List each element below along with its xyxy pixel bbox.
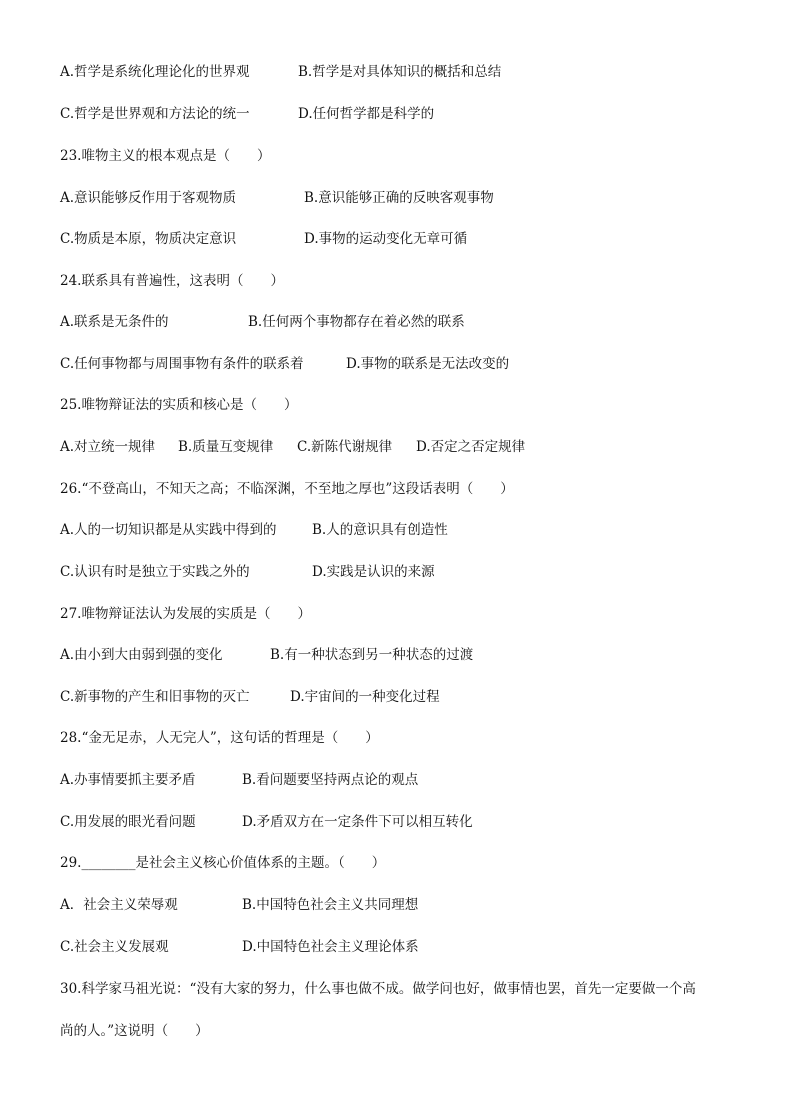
answer-option: C.认识有时是独立于实践之外的 xyxy=(60,564,250,580)
answer-option: C.社会主义发展观 xyxy=(60,939,169,955)
answer-option: D.宇宙间的一种变化过程 xyxy=(290,689,440,705)
answer-option: B.任何两个事物都存在着必然的联系 xyxy=(248,314,465,330)
question-text: 26.“不登高山，不知天之高；不临深渊，不至地之厚也”这段话表明（ ） xyxy=(60,481,514,497)
question-text: 28.“金无足赤，人无完人”，这句话的哲理是（ ） xyxy=(60,730,379,746)
answer-option: A.办事情要抓主要矛盾 xyxy=(60,772,196,788)
question-text: 23.唯物主义的根本观点是（ ） xyxy=(60,148,271,164)
options-row xyxy=(60,770,740,790)
options-row xyxy=(60,104,740,124)
options-row xyxy=(60,562,740,582)
options-row xyxy=(60,520,740,540)
answer-option: A.对立统一规律 xyxy=(60,439,156,455)
answer-option: B.中国特色社会主义共同理想 xyxy=(242,897,419,913)
answer-option: B.有一种状态到另一种状态的过渡 xyxy=(270,647,474,663)
options-row xyxy=(60,687,740,707)
options-row xyxy=(60,229,740,249)
answer-option: D.事物的运动变化无章可循 xyxy=(304,231,468,247)
options-row xyxy=(60,188,740,208)
answer-option: A.哲学是系统化理论化的世界观 xyxy=(60,64,250,80)
answer-option: B.哲学是对具体知识的概括和总结 xyxy=(298,64,502,80)
options-row xyxy=(60,354,740,374)
options-row xyxy=(60,437,740,457)
options-row xyxy=(60,937,740,957)
question-text: 24.联系具有普遍性，这表明（ ） xyxy=(60,273,284,289)
answer-option: C.哲学是世界观和方法论的统一 xyxy=(60,106,250,122)
options-row xyxy=(60,812,740,832)
answer-option: C.用发展的眼光看问题 xyxy=(60,814,196,830)
answer-option: A.意识能够反作用于客观物质 xyxy=(60,190,237,206)
answer-option: D.矛盾双方在一定条件下可以相互转化 xyxy=(242,814,473,830)
question-text: 30.科学家马祖光说：“没有大家的努力，什么事也做不成。做学问也好，做事情也罢，首先一定要做一个高 xyxy=(60,981,696,997)
options-row xyxy=(60,62,740,82)
question-text: 25.唯物辩证法的实质和核心是（ ） xyxy=(60,397,298,413)
answer-option: C.任何事物都与周围事物有条件的联系着 xyxy=(60,356,304,372)
options-row xyxy=(60,895,740,915)
options-row xyxy=(60,312,740,332)
answer-option: B.意识能够正确的反映客观事物 xyxy=(304,190,494,206)
question-text: 尚的人。”这说明（ ） xyxy=(60,1023,209,1039)
answer-option: A.由小到大由弱到强的变化 xyxy=(60,647,223,663)
answer-option: B.质量互变规律 xyxy=(178,439,274,455)
answer-option: A.联系是无条件的 xyxy=(60,314,169,330)
answer-option: D.实践是认识的来源 xyxy=(312,564,435,580)
answer-option: C.新事物的产生和旧事物的灭亡 xyxy=(60,689,250,705)
answer-option: D.否定之否定规律 xyxy=(416,439,526,455)
answer-option: D.中国特色社会主义理论体系 xyxy=(242,939,419,955)
answer-option: A.人的一切知识都是从实践中得到的 xyxy=(60,522,277,538)
answer-option: C.新陈代谢规律 xyxy=(297,439,393,455)
answer-option: D.事物的联系是无法改变的 xyxy=(346,356,510,372)
answer-option: B.看问题要坚持两点论的观点 xyxy=(242,772,419,788)
answer-option: C.物质是本原，物质决定意识 xyxy=(60,231,237,247)
answer-option: B.人的意识具有创造性 xyxy=(312,522,448,538)
question-text: 27.唯物辩证法认为发展的实质是（ ） xyxy=(60,606,311,622)
options-row xyxy=(60,645,740,665)
question-text: 29.________是社会主义核心价值体系的主题。（ ） xyxy=(60,855,386,871)
answer-option: A．社会主义荣辱观 xyxy=(60,897,178,913)
answer-option: D.任何哲学都是科学的 xyxy=(298,106,435,122)
